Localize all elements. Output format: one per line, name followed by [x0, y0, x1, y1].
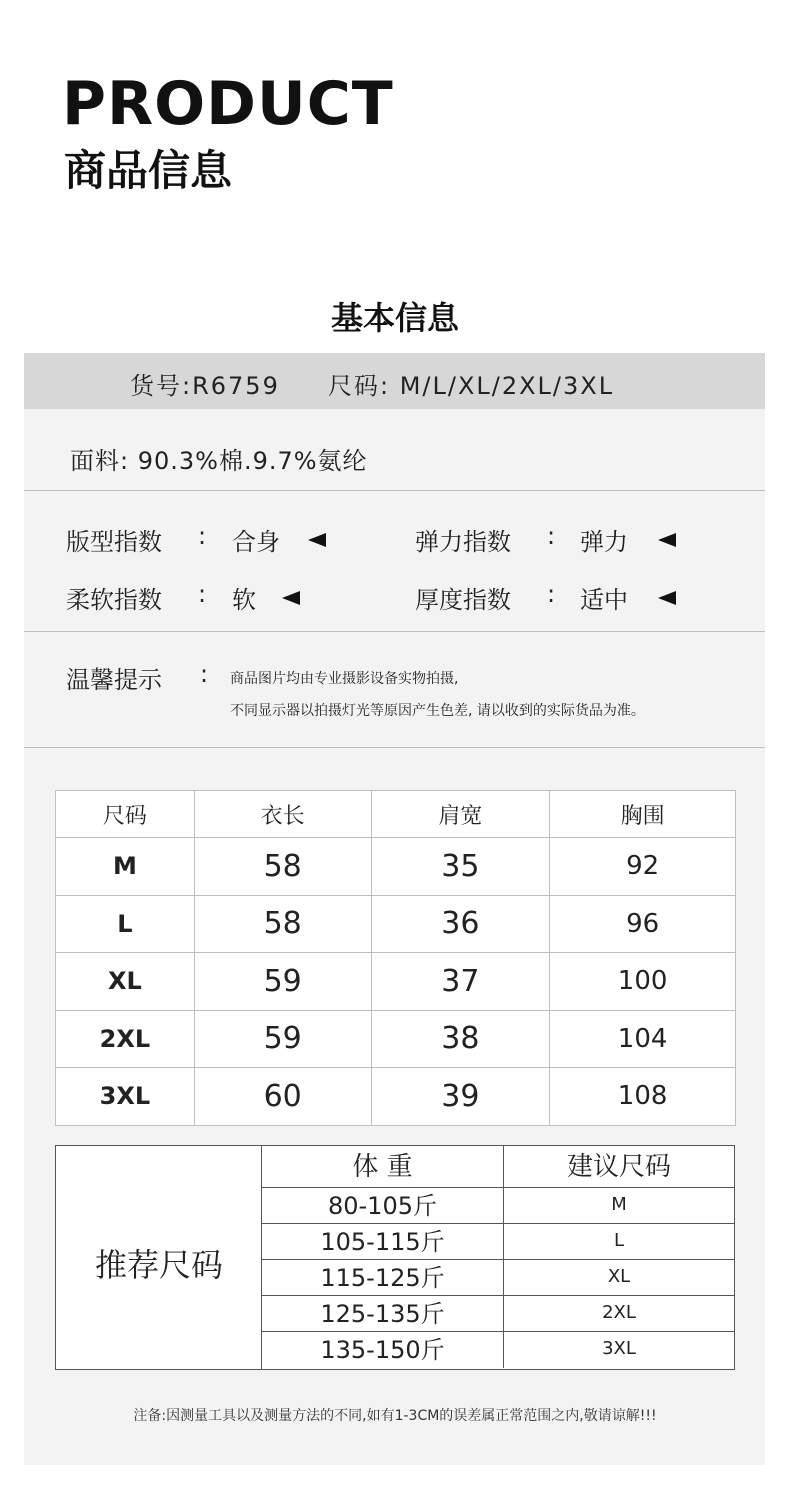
recommended-size-grid [262, 1146, 734, 1368]
table-row [262, 1296, 734, 1332]
fabric-composition: 面料: 90.3%棉.9.7%氨纶 [70, 447, 368, 475]
cell-length: 60 [194, 1068, 371, 1126]
tip-line-1: 商品图片均由专业摄影设备实物拍摄, [230, 671, 459, 687]
cell-chest: 96 [550, 895, 736, 953]
cell-chest: 104 [550, 1010, 736, 1068]
cell-shoulder: 35 [371, 838, 550, 896]
cell-size: 2XL [56, 1010, 195, 1068]
cell-size: L [56, 895, 195, 953]
recommended-size-header-row [262, 1146, 734, 1188]
thickness-index-colon: : [547, 580, 556, 608]
cell-weight: 115-125斤 [262, 1260, 504, 1295]
cell-suggested-size: XL [607, 1266, 631, 1287]
divider [24, 747, 765, 748]
table-row [262, 1224, 734, 1260]
measurement-note: 注备:因测量工具以及测量方法的不同,如有1-3CM的误差属正常范围之内,敬请谅解!!! [133, 1408, 657, 1424]
cell-shoulder: 39 [371, 1068, 550, 1126]
recommended-size-label: 推荐尺码 [94, 1246, 223, 1284]
cell-weight: 105-115斤 [262, 1224, 504, 1259]
cell-length: 59 [194, 953, 371, 1011]
table-row [262, 1332, 734, 1368]
thickness-index-arrow-icon [658, 591, 676, 605]
divider [24, 490, 765, 491]
recommended-size-label-cell [56, 1146, 262, 1369]
softness-index-colon: : [198, 580, 207, 608]
fit-index-colon: : [198, 522, 207, 550]
table-row [56, 838, 736, 896]
cell-size: 3XL [56, 1068, 195, 1126]
cell-chest: 92 [550, 838, 736, 896]
header-size: 尺码 [56, 791, 195, 838]
page-title-cn: 商品信息 [64, 146, 233, 195]
cell-weight: 80-105斤 [262, 1188, 504, 1223]
header-weight: 体 重 [262, 1146, 504, 1187]
tip-line-2: 不同显示器以拍摄灯光等原因产生色差, 请以收到的实际货品为准。 [230, 703, 645, 719]
section-title-basic-info: 基本信息 [330, 299, 459, 337]
stretch-index-value: 弹力 [580, 528, 628, 556]
size-chart-header-row [56, 791, 736, 838]
cell-suggested-size: 3XL [602, 1338, 636, 1359]
tip-colon: : [200, 660, 209, 688]
item-code-and-sizes: 货号:R6759 尺码: M/L/XL/2XL/3XL [130, 372, 615, 400]
table-row [56, 1068, 736, 1126]
cell-suggested-size: M [611, 1194, 627, 1215]
cell-weight: 125-135斤 [262, 1296, 504, 1331]
softness-index-label: 柔软指数 [66, 586, 162, 614]
table-row [56, 953, 736, 1011]
cell-shoulder: 37 [371, 953, 550, 1011]
header-shoulder: 肩宽 [371, 791, 550, 838]
cell-length: 59 [194, 1010, 371, 1068]
stretch-index-colon: : [547, 522, 556, 550]
fit-index-label: 版型指数 [66, 528, 162, 556]
softness-index-value: 软 [232, 586, 256, 614]
cell-chest: 108 [550, 1068, 736, 1126]
softness-index-arrow-icon [282, 591, 300, 605]
table-row [262, 1188, 734, 1224]
header-length: 衣长 [194, 791, 371, 838]
header-suggested-size: 建议尺码 [566, 1152, 671, 1182]
stretch-index-label: 弹力指数 [415, 528, 511, 556]
fit-index-arrow-icon [308, 533, 326, 547]
cell-chest: 100 [550, 953, 736, 1011]
cell-shoulder: 36 [371, 895, 550, 953]
thickness-index-value: 适中 [580, 586, 628, 614]
header-chest: 胸围 [550, 791, 736, 838]
fit-index-value: 合身 [232, 528, 280, 556]
recommended-size-table [55, 1145, 735, 1370]
cell-size: M [56, 838, 195, 896]
thickness-index-label: 厚度指数 [415, 586, 511, 614]
table-row [56, 1010, 736, 1068]
size-chart-table [55, 790, 736, 1126]
cell-length: 58 [194, 838, 371, 896]
table-row [262, 1260, 734, 1296]
page-title-en: PRODUCT [62, 69, 394, 139]
cell-suggested-size: 2XL [602, 1302, 636, 1323]
cell-weight: 135-150斤 [262, 1332, 504, 1368]
divider [24, 631, 765, 632]
cell-length: 58 [194, 895, 371, 953]
tip-label: 温馨提示 [66, 666, 162, 694]
cell-suggested-size: L [613, 1230, 625, 1251]
cell-shoulder: 38 [371, 1010, 550, 1068]
cell-size: XL [56, 953, 195, 1011]
table-row [56, 895, 736, 953]
stretch-index-arrow-icon [658, 533, 676, 547]
